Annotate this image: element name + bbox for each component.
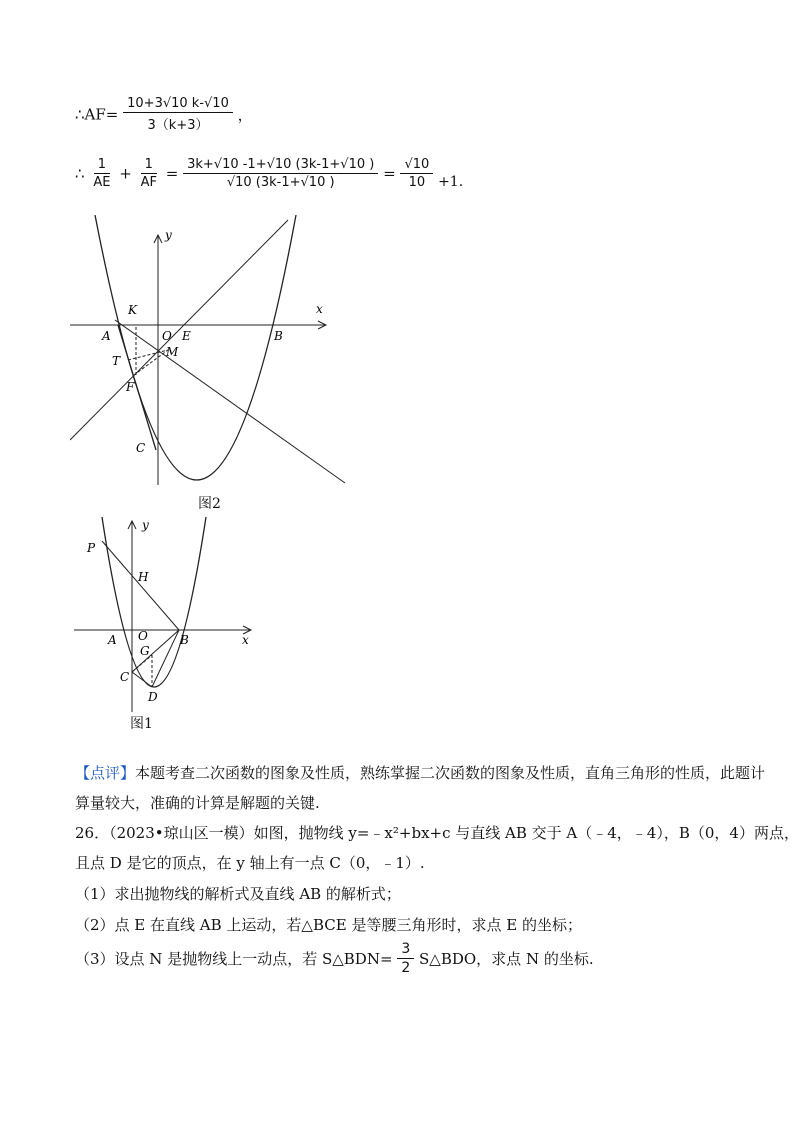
formula-af-denominator: 3（k+3） [147, 118, 209, 133]
formula-sum-result [400, 157, 433, 190]
comment-line-1 [75, 762, 765, 783]
label-o: O [162, 329, 172, 343]
result-num: √10 [400, 157, 433, 174]
label-k: K [128, 303, 137, 317]
term2-den: AF [140, 175, 157, 190]
comment-tag: 【点评】 [75, 764, 136, 782]
fig1-label-h: H [138, 570, 149, 584]
fig1-label-d: D [148, 690, 158, 704]
problem-q3-frac-num: 3 [397, 941, 414, 959]
label-b: B [274, 329, 283, 343]
fig1-label-o: O [138, 629, 148, 643]
fig1-label-a: A [108, 633, 117, 647]
formula-sum-prefix: ∴ [75, 164, 85, 183]
formula-af [75, 96, 253, 133]
fig1-label-g: G [140, 644, 150, 658]
fig1-label-b: B [180, 633, 189, 647]
problem-q3-fraction [397, 941, 414, 976]
problem-q3-frac-den: 2 [401, 960, 411, 976]
segment-cd [132, 672, 152, 687]
formula-af-prefix: ∴AF= [75, 105, 119, 124]
result-den: 10 [408, 175, 426, 190]
problem-line-2: 且点 D 是它的顶点，在 y 轴上有一点 C（0，﹣1）. [75, 854, 425, 872]
figure-2-caption: 图2 [198, 496, 221, 512]
label-c: C [136, 441, 146, 455]
label-y: y [165, 228, 172, 242]
problem-q2: （2）点 E 在直线 AB 上运动，若△BCE 是等腰三角形时，求点 E 的坐标； [75, 916, 582, 934]
term2-num: 1 [141, 157, 157, 174]
fig1-label-p: P [87, 541, 96, 555]
problem-q1: （1）求出抛物线的解析式及直线 AB 的解析式； [75, 885, 401, 903]
formula-sum-term1 [89, 157, 114, 190]
formula-sum-term2 [137, 157, 161, 190]
label-e: E [182, 329, 191, 343]
label-a: A [102, 329, 111, 343]
formula-sum: ∴ $\frac{1}{AE}$ + $\frac{1}{AF}$ = $\frac{3k+√10 -1+√10 (3k-1+√10 )}{√10 (3k-1+√10 )}$ = $\frac{√10}{10}$ +1. [75, 157, 464, 190]
figure-1-caption: 图1 [130, 716, 153, 732]
fig1-label-y: y [142, 518, 149, 532]
fig1-label-x: x [242, 633, 249, 647]
comment-text-1: 本题考查二次函数的图象及性质，熟练掌握二次函数的图象及性质，直角三角形的性质，此题计 [135, 764, 766, 782]
term1-num: 1 [94, 157, 110, 174]
fig1-label-c: C [120, 670, 130, 684]
formula-af-fraction [123, 96, 233, 133]
term1-den: AE [93, 175, 111, 190]
dashed-tm [128, 350, 168, 360]
formula-sum-numerator: 3k+√10 -1+√10 (3k-1+√10 ) [183, 157, 378, 174]
figure-1-graph [70, 517, 260, 712]
comment-line-2: 算量较大，准确的计算是解题的关键. [75, 794, 320, 812]
label-x: x [316, 302, 323, 316]
parabola-fig1 [102, 517, 206, 687]
segment-ac [118, 325, 156, 450]
figure-2-graph [70, 215, 360, 490]
result-suffix: +1. [438, 174, 464, 190]
line-falling [115, 320, 345, 483]
formula-sum-denominator: √10 (3k-1+√10 ) [226, 175, 335, 190]
formula-af-numerator: 10+3√10 k-√10 [123, 96, 233, 113]
problem-q3 [75, 941, 594, 976]
problem-q3-suffix: S△BDO，求点 N 的坐标. [419, 950, 594, 968]
formula-af-suffix: ， [237, 106, 253, 124]
formula-sum-fraction [183, 157, 378, 190]
label-t: T [112, 354, 121, 368]
label-f: F [126, 380, 135, 394]
label-m: M [166, 345, 179, 359]
dashed-fm [134, 350, 168, 375]
problem-q3-prefix: （3）设点 N 是抛物线上一动点，若 S△BDN= [75, 950, 393, 968]
problem-line-1: 26．（2023•琼山区一模）如图，抛物线 y=﹣x²+bx+c 与直线 AB 交于 A（﹣4，﹣4），B（0，4）两点， [75, 824, 799, 842]
